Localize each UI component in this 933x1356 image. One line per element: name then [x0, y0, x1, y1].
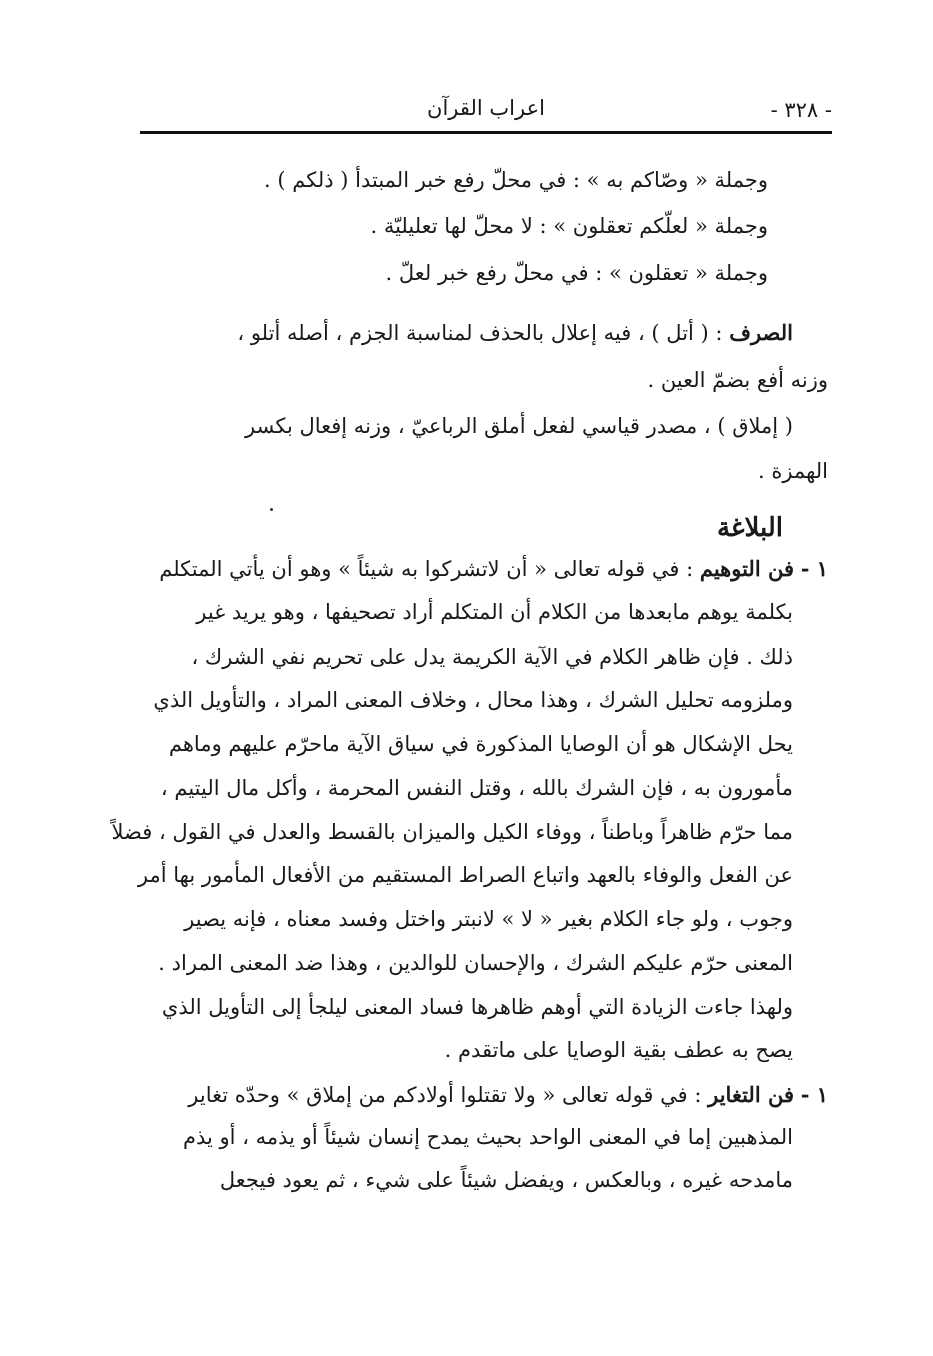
paragraph-line: وجوب ، ولو جاء الكلام بغير « لا » لانبتر واختل وفسد معناه ، فإنه يصير	[184, 907, 793, 931]
paragraph-line: عن الفعل والوفاء بالعهد واتباع الصراط المستقيم من الأفعال المأمور بها أمر	[137, 863, 793, 887]
paragraph-line: يحل الإشكال هو أن الوصايا المذكورة في سياق الآية ماحرّم عليهم وماهم	[168, 732, 793, 756]
sarf-line	[237, 322, 793, 344]
running-title: اعراب القرآن	[427, 96, 545, 120]
item-text: : في قوله تعالى « ولا تقتلوا أولادكم من إملاق » وحدّه تغاير	[188, 1083, 702, 1107]
paragraph-line: يصح به عطف بقية الوصايا على ماتقدم .	[444, 1038, 793, 1062]
paragraph-line: مأمورون به ، فإن الشرك بالله ، وقتل النفس المحرمة ، وأكل مال اليتيم ،	[160, 776, 793, 800]
paragraph-line: المعنى حرّم عليكم الشرك ، والإحسان للوالدين ، وهذا ضد المعنى المراد .	[158, 951, 793, 975]
print-speck	[270, 508, 273, 511]
item-title: فن التوهيم	[699, 556, 794, 581]
item-number: ١ -	[800, 556, 828, 581]
page-number: - ٣٢٨ -	[770, 98, 832, 122]
sarf-line: الهمزة .	[758, 459, 828, 483]
balagha-item-first-line	[159, 558, 828, 580]
paragraph-line: ذلك . فإن ظاهر الكلام في الآية الكريمة يدل على تحريم نفي الشرك ،	[191, 645, 793, 669]
paragraph-line: وملزومه تحليل الشرك ، وهذا محال ، وخلاف المعنى المراد ، والتأويل الذي	[153, 688, 793, 712]
item-text: : في قوله تعالى « أن لاتشركوا به شيئاً » وهو أن يأتي المتكلم	[159, 557, 694, 581]
sarf-line: ( إملاق ) ، مصدر قياسي لفعل أملق الرباعيّ ، وزنه إفعال بكسر	[245, 414, 793, 438]
jumla-line: وجملة « تعقلون » : في محلّ رفع خبر لعلّ .	[385, 261, 768, 285]
jumla-line: وجملة « لعلّكم تعقلون » : لا محلّ لها تعليليّة .	[370, 214, 768, 238]
paragraph-line: مما حرّم ظاهراً وباطناً ، ووفاء الكيل والميزان بالقسط والعدل في القول ، فضلاً	[111, 820, 793, 844]
paragraph-line: ولهذا جاءت الزيادة التي أوهم ظاهرها فساد المعنى ليلجأ إلى التأويل الذي	[161, 995, 793, 1019]
sarf-text: : ( أتل ) ، فيه إعلال بالحذف لمناسبة الجزم ، أصله أتلو ،	[237, 321, 723, 345]
page-header	[140, 96, 832, 130]
jumla-line: وجملة « وصّاكم به » : في محلّ رفع خبر المبتدأ ( ذلكم ) .	[264, 168, 768, 192]
item-title: فن التغاير	[708, 1082, 794, 1107]
paragraph-line: المذهبين إما في المعنى الواحد بحيث يمدح إنسان شيئاً أو يذمه ، أو يذم	[183, 1125, 793, 1149]
paragraph-line: بكلمة يوهم مابعدها من الكلام أن المتكلم أراد تصحيفها ، وهو يريد غير	[196, 600, 793, 624]
sarf-line: وزنه أفع بضمّ العين .	[647, 368, 828, 392]
item-number: ١ -	[800, 1082, 828, 1107]
header-rule	[140, 131, 832, 134]
balagha-item-first-line	[188, 1084, 828, 1106]
balagha-heading: البلاغة	[716, 513, 783, 543]
sarf-label: الصرف	[729, 320, 793, 345]
paragraph-line: مامدحه غيره ، وبالعكس ، ويفضل شيئاً على شيء ، ثم يعود فيجعل	[219, 1168, 793, 1192]
